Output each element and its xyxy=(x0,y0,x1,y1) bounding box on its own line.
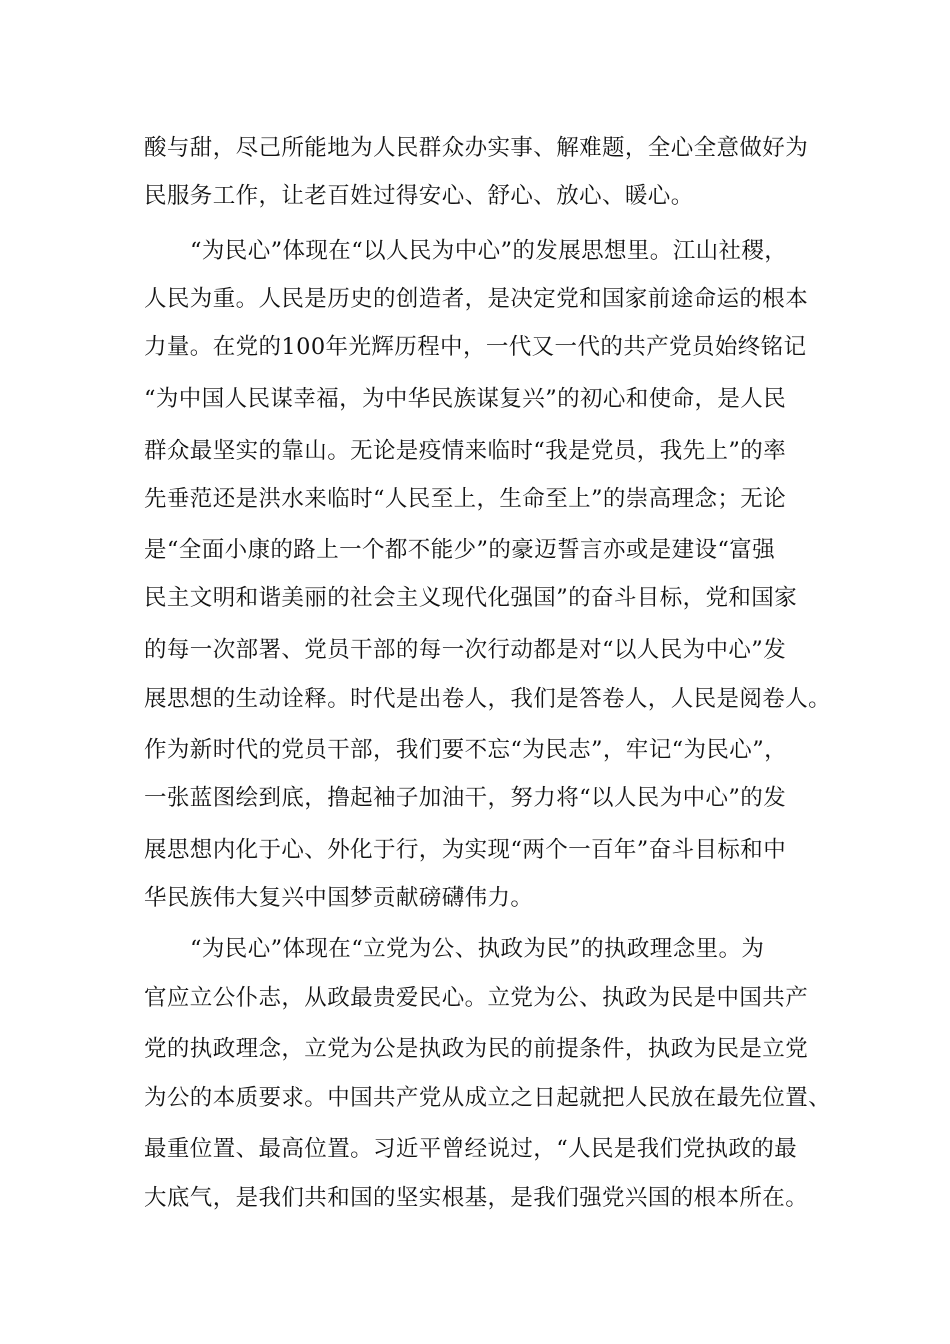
text-line: 大底气，是我们共和国的坚实根基，是我们强党兴国的根本所在。 xyxy=(144,1185,809,1211)
text-line: 一张蓝图绘到底，撸起袖子加油干，努力将“以人民为中心”的发 xyxy=(144,785,787,811)
text-line: 官应立公仆志，从政最贵爱民心。立党为公、执政为民是中国共产 xyxy=(144,985,809,1011)
text-line: 是“全面小康的路上一个都不能少”的豪迈誓言亦或是建设“富强 xyxy=(144,537,776,563)
paragraph-start-line: “为民心”体现在“以人民为中心”的发展思想里。江山社稷， xyxy=(190,238,788,264)
text-line: 最重位置、最高位置。习近平曾经说过，“人民是我们党执政的最 xyxy=(144,1136,798,1162)
text-line: 作为新时代的党员干部，我们要不忘“为民志”，牢记“为民心”， xyxy=(144,737,788,763)
text-line: 民服务工作，让老百姓过得安心、舒心、放心、暖心。 xyxy=(144,183,694,209)
text-line: 党的执政理念，立党为公是执政为民的前提条件，执政为民是立党 xyxy=(144,1036,809,1062)
text-line: 酸与甜，尽己所能地为人民群众办实事、解难题，全心全意做好为 xyxy=(144,135,809,161)
text-line: 的每一次部署、党员干部的每一次行动都是对“以人民为中心”发 xyxy=(144,637,787,663)
text-line: 人民为重。人民是历史的创造者，是决定党和国家前途命运的根本 xyxy=(144,286,809,312)
text-line: 力量。在党的100年光辉历程中，一代又一代的共产党员始终铭记 xyxy=(144,334,807,360)
text-line: 群众最坚实的靠山。无论是疫情来临时“我是党员，我先上”的率 xyxy=(144,438,787,464)
text-line: 为公的本质要求。中国共产党从成立之日起就把人民放在最先位置、 xyxy=(144,1085,832,1111)
text-line: “为中国人民谋幸福，为中华民族谋复兴”的初心和使命，是人民 xyxy=(144,386,787,412)
text-line: 先垂范还是洪水来临时“人民至上，生命至上”的崇高理念；无论 xyxy=(144,486,787,512)
text-line: 展思想内化于心、外化于行，为实现“两个一百年”奋斗目标和中 xyxy=(144,837,787,863)
text-line: 民主文明和谐美丽的社会主义现代化强国”的奋斗目标，党和国家 xyxy=(144,585,798,611)
text-line: 华民族伟大复兴中国梦贡献磅礴伟力。 xyxy=(144,885,534,911)
text-line: 展思想的生动诠释。时代是出卷人，我们是答卷人，人民是阅卷人。 xyxy=(144,686,832,712)
paragraph-start-line: “为民心”体现在“立党为公、执政为民”的执政理念里。为 xyxy=(190,936,765,962)
